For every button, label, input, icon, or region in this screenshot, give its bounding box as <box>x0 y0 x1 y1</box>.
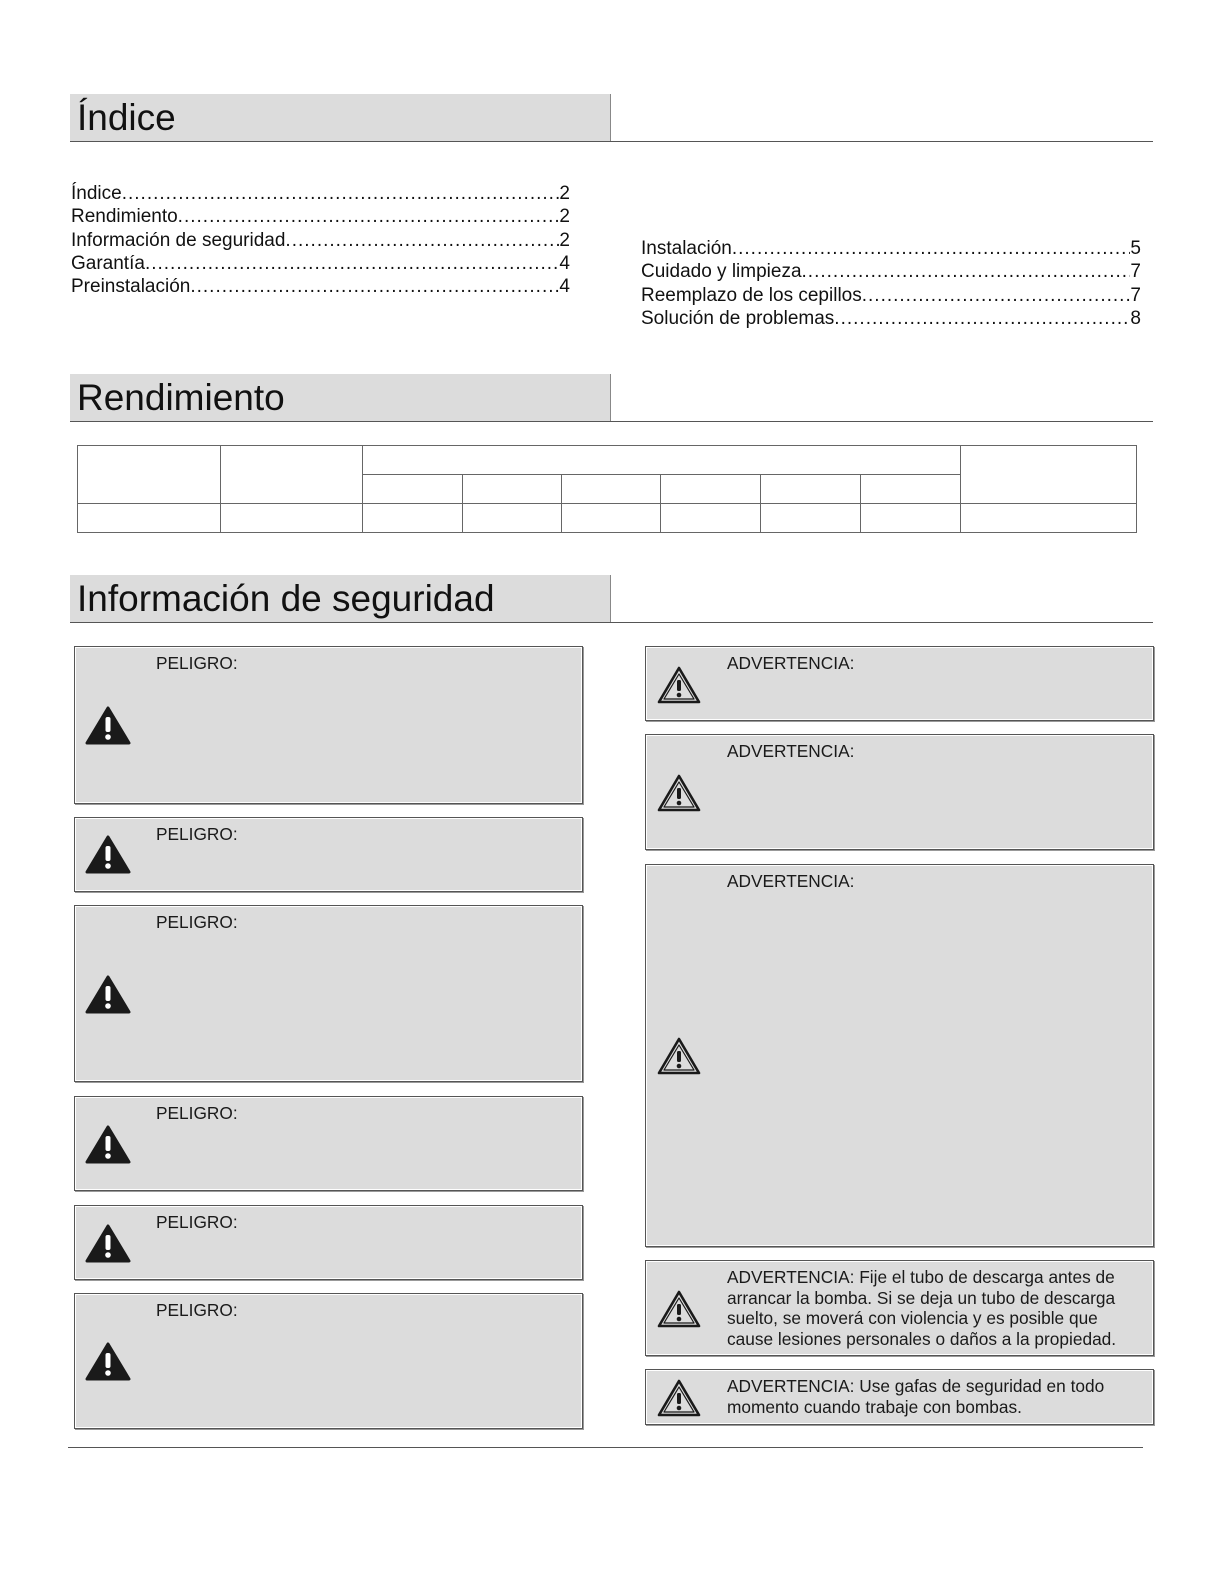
toc-item[interactable]: Preinstalación ..... 4 <box>71 275 570 298</box>
danger-warning-icon <box>85 974 131 1014</box>
table-subheader-cell <box>761 475 861 504</box>
section-title-safety: Información de seguridad <box>77 578 495 619</box>
section-title-performance: Rendimiento <box>77 377 285 418</box>
danger-box: PELIGRO: <box>74 1293 583 1429</box>
warning-icon <box>656 1377 702 1417</box>
danger-warning-icon <box>85 705 131 745</box>
toc-left <box>71 182 570 298</box>
warning-icon <box>656 1288 702 1328</box>
table-header-cell <box>221 446 363 504</box>
toc-item[interactable]: Cuidado y limpieza ..... 7 <box>641 260 1141 283</box>
danger-box: PELIGRO: <box>74 905 583 1082</box>
warning-icon <box>656 772 702 812</box>
danger-warning-icon <box>85 834 131 874</box>
toc-item[interactable]: Reemplazo de los cepillos ..... 7 <box>641 284 1141 307</box>
performance-table <box>77 445 1137 533</box>
warning-box: ADVERTENCIA: Use gafas de seguridad en todo momento cuando trabaje con bombas. <box>645 1369 1154 1425</box>
table-header-cell <box>78 446 221 504</box>
table-subheader-cell <box>861 475 961 504</box>
section-title-index: Índice <box>77 97 176 138</box>
table-subheader-cell <box>463 475 562 504</box>
danger-box: PELIGRO: <box>74 646 583 804</box>
toc-item[interactable]: Índice ..... 2 <box>71 182 570 205</box>
table-subheader-cell <box>363 475 463 504</box>
warning-box: ADVERTENCIA: <box>645 646 1154 721</box>
table-subheader-cell <box>661 475 761 504</box>
danger-box: PELIGRO: <box>74 817 583 892</box>
danger-box: PELIGRO: <box>74 1205 583 1280</box>
warning-icon <box>656 664 702 704</box>
toc-item[interactable]: Solución de problemas ..... 8 <box>641 307 1141 330</box>
table-header-cell <box>961 446 1137 504</box>
toc-item[interactable]: Garantía ..... 4 <box>71 252 570 275</box>
toc-item[interactable]: Información de seguridad ..... 2 <box>71 229 570 252</box>
bottom-divider <box>68 1447 1143 1448</box>
section-header-safety <box>70 575 1153 623</box>
toc-right <box>641 237 1141 330</box>
danger-warning-icon <box>85 1223 131 1263</box>
table-header-cell <box>363 446 961 475</box>
section-header-performance <box>70 374 1153 422</box>
section-header-index <box>70 94 1153 142</box>
warning-icon <box>656 1035 702 1075</box>
warning-box: ADVERTENCIA: Fije el tubo de descarga antes de arrancar la bomba. Si se deja un tubo de descarga suelto, se moverá con violencia y es posible que cause lesiones personales o daños a la propiedad. <box>645 1260 1154 1356</box>
toc-item[interactable]: Instalación ..... 5 <box>641 237 1141 260</box>
table-subheader-cell <box>562 475 661 504</box>
toc-item[interactable]: Rendimiento ..... 2 <box>71 205 570 228</box>
warning-box: ADVERTENCIA: <box>645 864 1154 1247</box>
table-row <box>78 504 1137 533</box>
danger-warning-icon <box>85 1124 131 1164</box>
danger-warning-icon <box>85 1341 131 1381</box>
danger-box: PELIGRO: <box>74 1096 583 1191</box>
warning-box: ADVERTENCIA: <box>645 734 1154 850</box>
